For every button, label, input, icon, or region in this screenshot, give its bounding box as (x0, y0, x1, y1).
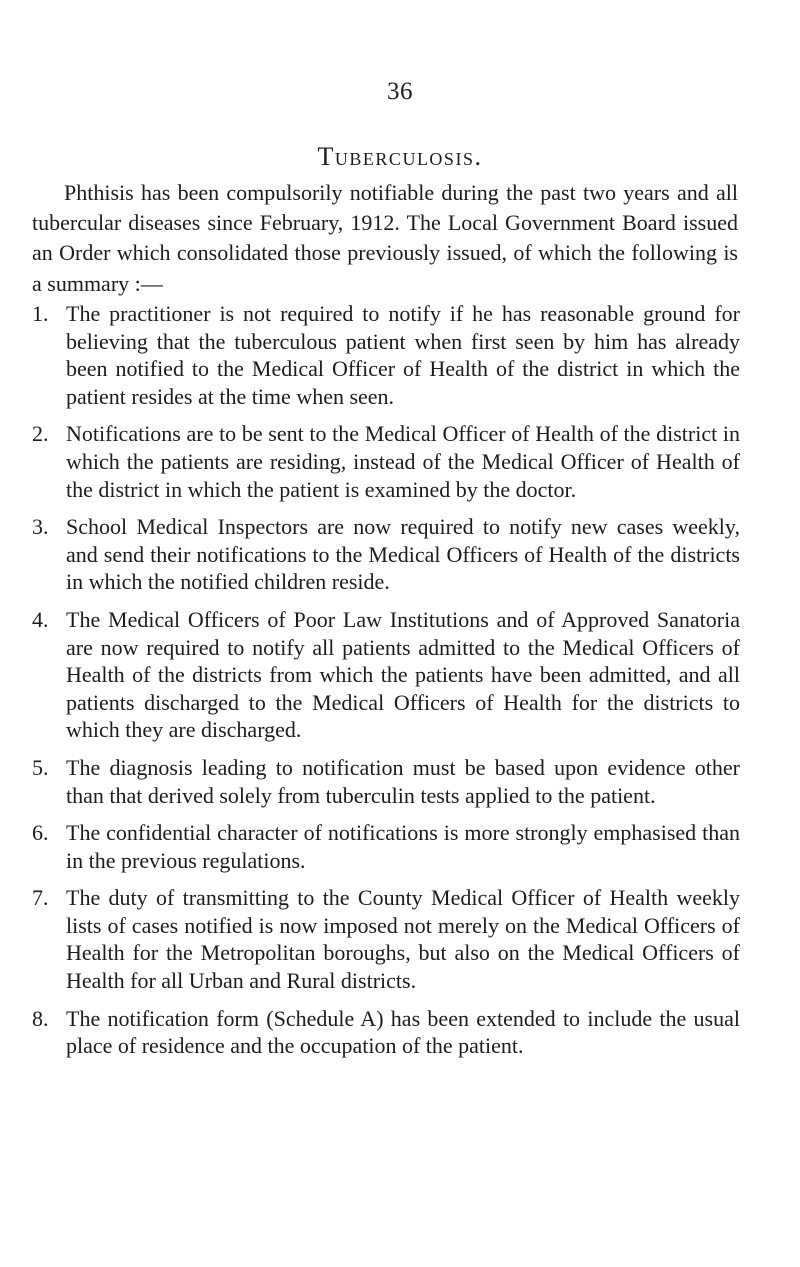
intro-paragraph: Phthisis has been compulsorily notifiable during the past two years and all tubercular diseases since February, 1912. The Local Government Board issued an Order which consolidated those previously issued, of which the following is a summary :— (32, 180, 738, 296)
list-item (32, 1005, 740, 1060)
summary-list (32, 300, 740, 1070)
list-item (32, 300, 740, 410)
list-item (32, 420, 740, 503)
item-text: School Medical Inspectors are now required to notify new cases weekly, and send their notifications to the Medical Officers of Health of the districts in which the notified children reside. (66, 514, 740, 595)
page-number: 36 (387, 78, 413, 105)
list-item (32, 884, 740, 994)
item-text: The notification form (Schedule A) has been extended to include the usual place of residence and the occupation of the patient. (66, 1005, 740, 1059)
item-number: 2. (32, 421, 49, 447)
item-text: The diagnosis leading to notification must be based upon evidence other than that derived solely from tuberculin tests applied to the patient. (66, 754, 740, 808)
item-number: 8. (32, 1005, 49, 1031)
item-number: 3. (32, 514, 49, 540)
item-text: The Medical Officers of Poor Law Institutions and of Approved Sanatoria are now required to notify all patients admitted to the Medical Officers of Health of the districts from which the patients have been admitted, and all patients discharged to the Medical Officers of Health for the districts to which they are discharged. (66, 606, 740, 743)
item-text: The duty of transmitting to the County Medical Officer of Health weekly lists of cases notified is now imposed not merely on the Medical Officers of Health for the Metropolitan boroughs, but also on the Medical Officers of Health for all Urban and Rural districts. (66, 885, 740, 994)
item-text: Notifications are to be sent to the Medical Officer of Health of the district in which the patients are residing, instead of the Medical Officer of Health of the district in which the patient is examined by the doctor. (66, 421, 740, 502)
list-item (32, 606, 740, 744)
list-item (32, 513, 740, 596)
item-text: The confidential character of notifications is more strongly emphasised than in the previous regulations. (66, 820, 740, 873)
item-number: 7. (32, 885, 49, 911)
item-number: 5. (32, 754, 49, 780)
section-title: Tuberculosis. (317, 142, 483, 171)
item-number: 6. (32, 820, 49, 846)
item-number: 1. (32, 301, 49, 326)
item-number: 4. (32, 606, 49, 632)
list-item (32, 819, 740, 874)
item-text: The practitioner is not required to notify if he has reasonable ground for believing that the tuberculous patient when first seen by him has already been notified to the Medical Officer of Health of the district in which the patient resides at the time when seen. (66, 301, 740, 409)
list-item (32, 754, 740, 809)
